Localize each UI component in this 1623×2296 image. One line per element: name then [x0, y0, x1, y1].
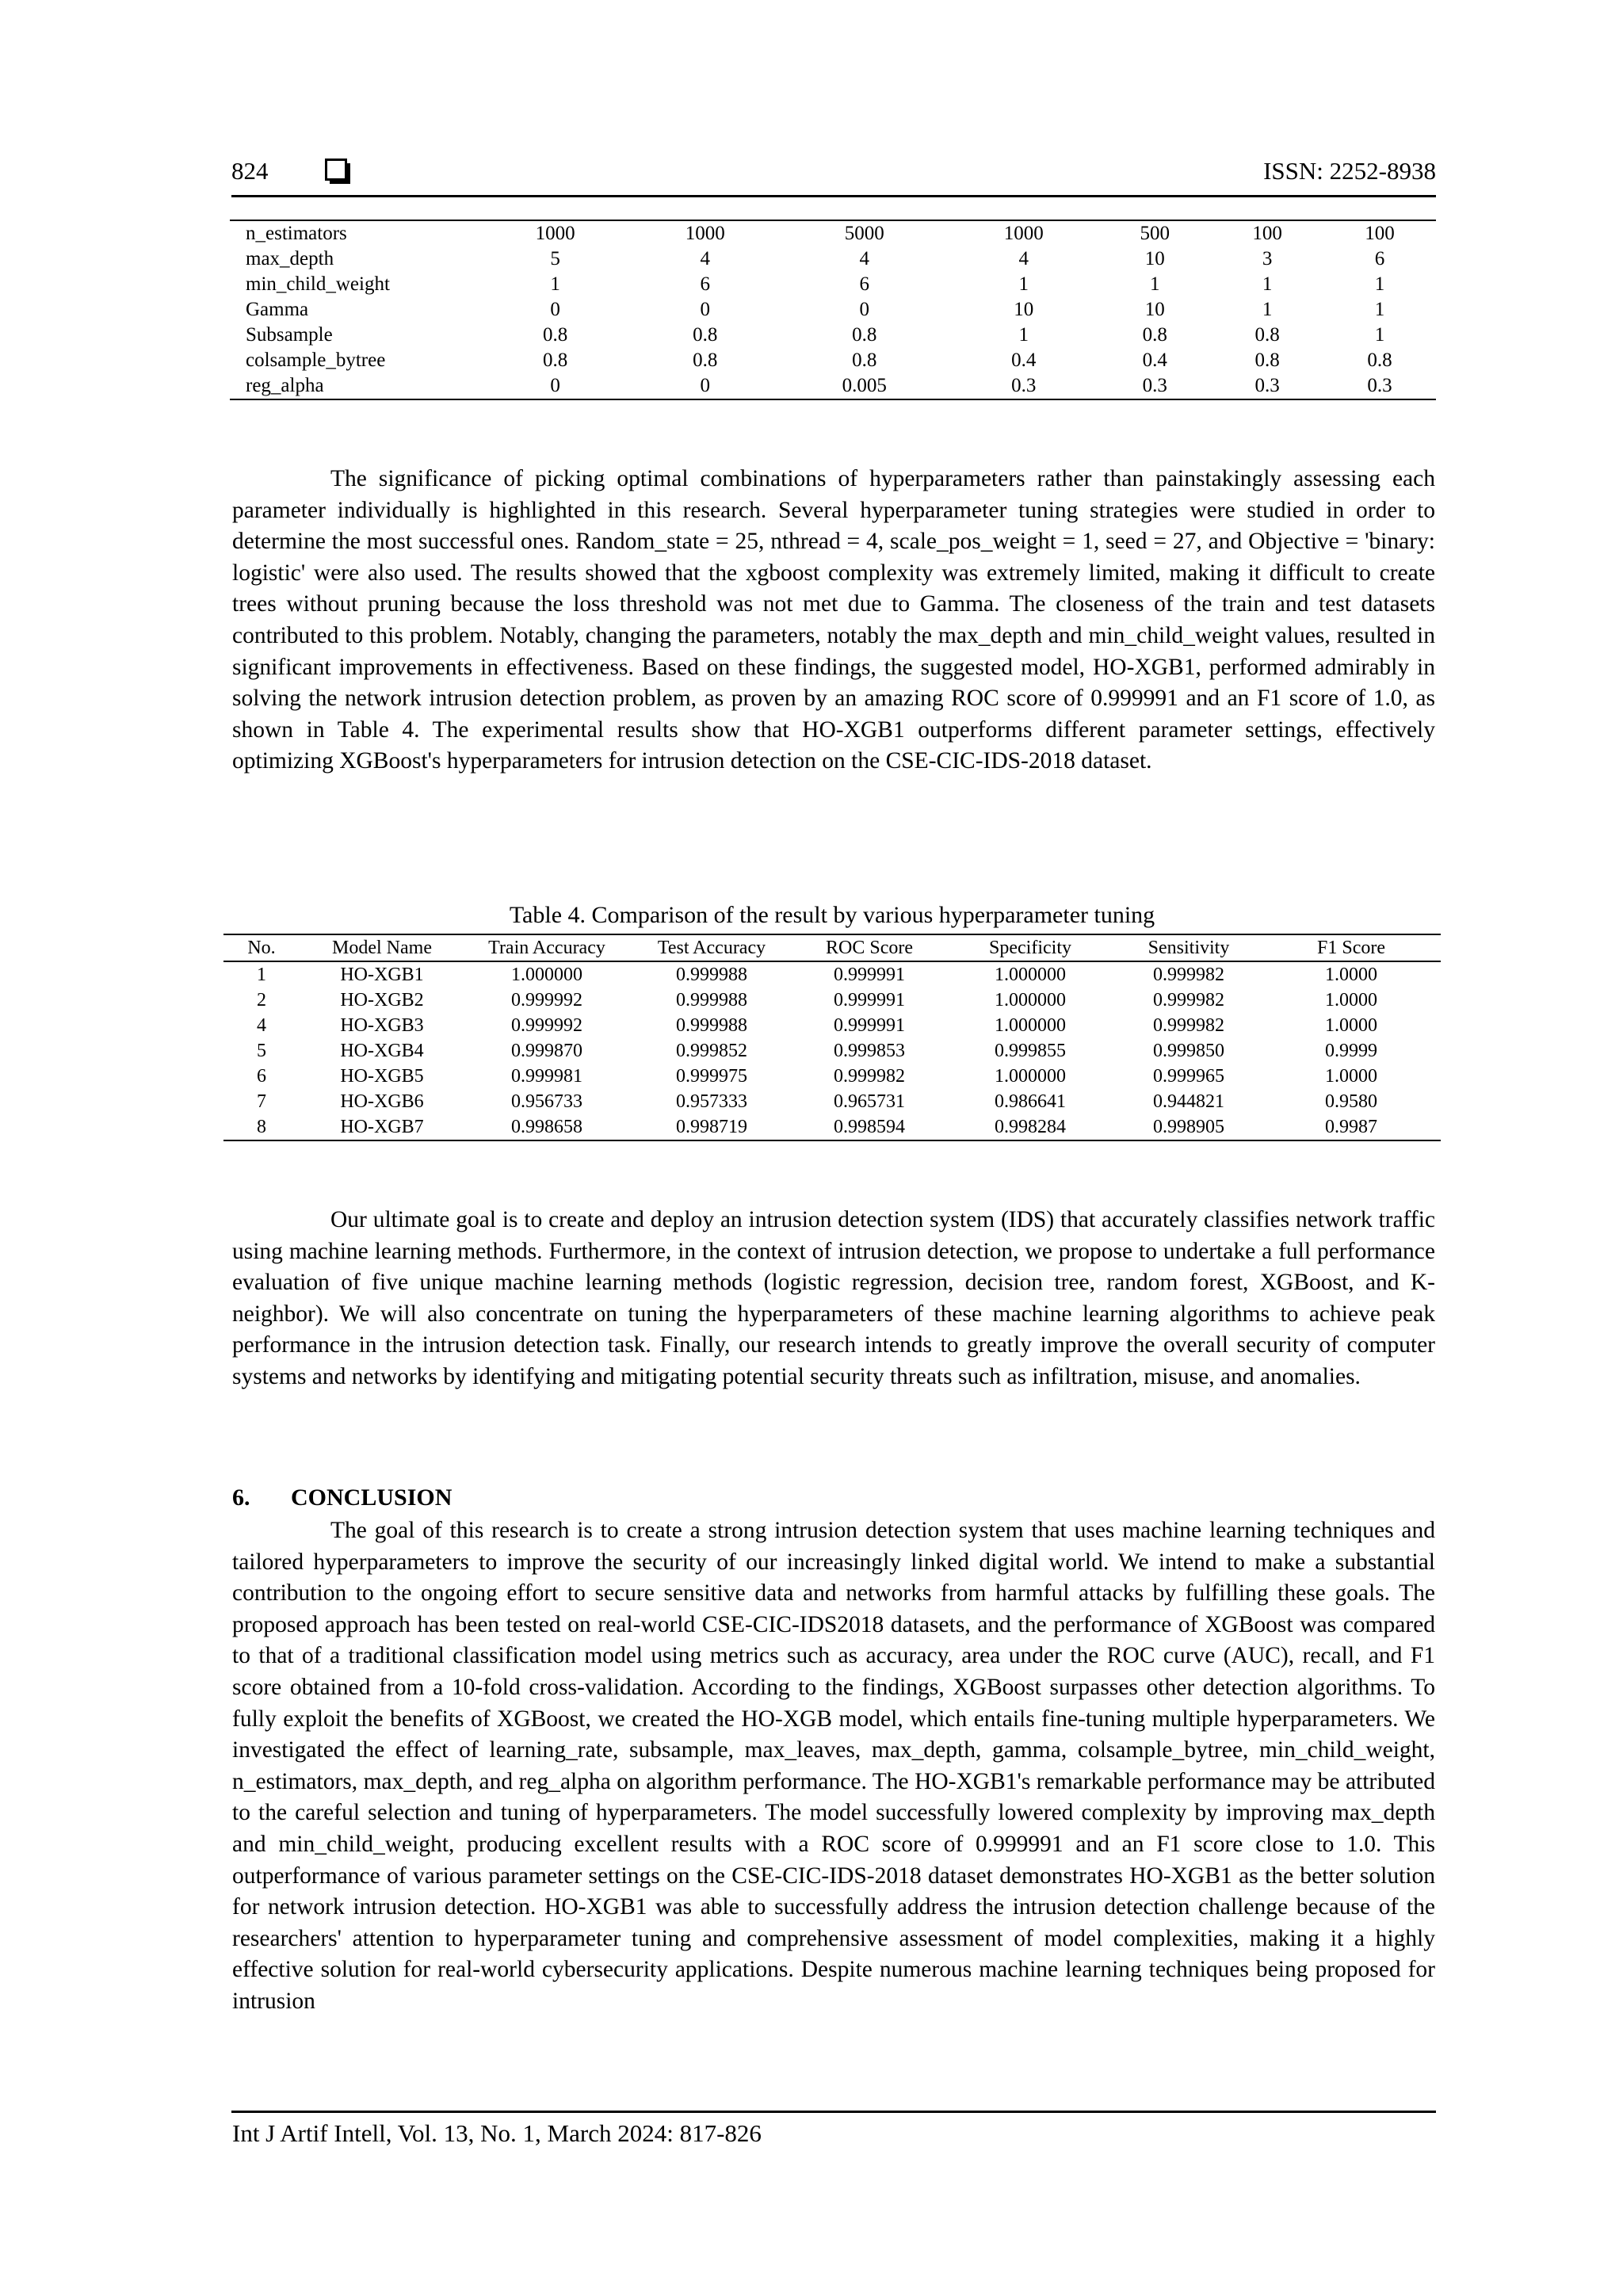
table-cell: 5000	[844, 223, 884, 244]
table-cell: 0.999870	[511, 1041, 582, 1061]
table-cell: 0.999982	[1153, 1015, 1224, 1036]
paragraph-text: Our ultimate goal is to create and deploy an intrusion detection system (IDS) that accurately classifies network traffic using machine learning methods. Furthermore, in the context of intrusion detection, we propose to undertake a full performance evaluation of five unique machine learning methods (logistic regression, decision tree, random forest, XGBoost, and K-neighbor). We will also concentrate on tuning the hyperparameters of these machine learning algorithms to achieve peak performance in the intrusion detection task. Finally, our research intends to greatly improve the overall security of computer systems and networks by identifying and mitigating potential security threats such as infiltration, misuse, and anomalies.	[232, 1207, 1435, 1389]
table-cell: 0.999988	[676, 965, 747, 985]
table-cell: 2	[257, 990, 266, 1010]
table-cell: 0.999992	[511, 1015, 582, 1036]
parameter-name: min_child_weight	[246, 273, 390, 295]
table-cell: 0.3	[1011, 375, 1037, 396]
page-number: 824	[231, 157, 269, 185]
table-cell: 1	[550, 273, 560, 295]
footer-citation: Int J Artif Intell, Vol. 13, No. 1, March 2024: 817-826	[232, 2119, 762, 2147]
table-cell: 0.005	[842, 375, 887, 396]
table-cell: 0	[700, 299, 710, 320]
parameter-name: Subsample	[246, 324, 333, 346]
table-row	[223, 1064, 1441, 1089]
table-cell: HO-XGB5	[340, 1066, 424, 1087]
column-header: Sensitivity	[1116, 934, 1262, 961]
table-row	[223, 961, 1441, 988]
table-cell: 0.999991	[834, 965, 905, 985]
column-header: No.	[223, 934, 300, 961]
table-cell: 1.000000	[995, 1015, 1066, 1036]
table-row	[230, 246, 1436, 272]
table-cell: 0.999975	[676, 1066, 747, 1087]
table-cell: 0.965731	[834, 1091, 905, 1112]
table-cell: 0.8	[852, 324, 877, 346]
table-cell: 0.956733	[511, 1091, 582, 1112]
table-cell: 1.0000	[1325, 1066, 1377, 1087]
table-cell: 0	[550, 299, 560, 320]
parameter-name: n_estimators	[246, 223, 347, 244]
table-cell: 6	[257, 1066, 266, 1087]
table-row	[223, 988, 1441, 1013]
column-header: Train Accuracy	[464, 934, 629, 961]
table-cell: 1000	[1003, 223, 1044, 244]
table-cell: HO-XGB4	[340, 1041, 424, 1061]
table-cell: 0.999850	[1153, 1041, 1224, 1061]
table-cell: 1.0000	[1325, 990, 1377, 1010]
hyperparameter-table	[230, 220, 1436, 400]
table-cell: 0.999988	[676, 990, 747, 1010]
table-cell: 10	[1144, 248, 1165, 269]
table-cell: 10	[1014, 299, 1034, 320]
paragraph-text: The significance of picking optimal combinations of hyperparameters rather than painstakingly assessing each parameter individually is highlighted in this research. Several hyperparameter tuning strategies were studied in order to determine the most successful ones. Random_state = 25, nthread = 4, scale_pos_weight = 1, seed = 27, and Objective = 'binary: logistic' were also used. The results showed that the xgboost complexity was extremely limited, making it difficult to create trees without pruning because the loss threshold was not met due to Gamma. The closeness of the train and test datasets contributed to this problem. Notably, changing the parameters, notably the max_depth and min_child_weight values, resulted in significant improvements in effectiveness. Based on these findings, the suggested model, HO-XGB1, performed admirably in solving the network intrusion detection problem, as proven by an amazing ROC score of 0.999991 and an F1 score of 1.0, as shown in Table 4. The experimental results show that HO-XGB1 outperforms different parameter settings, effectively optimizing XGBoost's hyperparameters for intrusion detection on the CSE-CIC-IDS-2018 dataset.	[232, 466, 1435, 774]
table-cell: 1.0000	[1325, 965, 1377, 985]
table-cell: 8	[223, 1114, 300, 1140]
table-cell: 100	[1365, 223, 1395, 244]
table-cell: 0.8	[1254, 350, 1280, 371]
table-cell: 4	[257, 1015, 266, 1036]
column-header: ROC Score	[794, 934, 945, 961]
table-cell: 1	[1018, 324, 1029, 346]
table-row	[223, 1013, 1441, 1038]
table-cell: 0.998284	[945, 1114, 1116, 1140]
table-cell: 0.999853	[834, 1041, 905, 1061]
table-cell: 4	[700, 248, 710, 269]
table-row	[230, 297, 1436, 323]
table-cell: 6	[859, 273, 869, 295]
table-cell: HO-XGB2	[340, 990, 424, 1010]
table-cell: 0.999965	[1153, 1066, 1224, 1087]
table-cell: 0.4	[1011, 350, 1037, 371]
results-table	[223, 934, 1441, 1141]
table-cell: 0.8	[693, 350, 718, 371]
table-cell: 0.999981	[511, 1066, 582, 1087]
paragraph-conclusion	[232, 1515, 1435, 2018]
table-cell: 6	[700, 273, 710, 295]
table-cell: 6	[1374, 248, 1385, 269]
table-cell: 4	[859, 248, 869, 269]
table-cell: 0.8	[1367, 350, 1392, 371]
table-cell: 0.8	[542, 350, 568, 371]
table-row	[223, 1089, 1441, 1114]
table-cell: 500	[1140, 223, 1170, 244]
table-cell: 0.3	[1254, 375, 1280, 396]
table-cell: 10	[1144, 299, 1165, 320]
column-header: F1 Score	[1262, 934, 1441, 961]
table-cell: 0.999852	[676, 1041, 747, 1061]
table-cell: 0.999991	[834, 1015, 905, 1036]
table-cell: 0	[700, 375, 710, 396]
table-cell: 1000	[535, 223, 575, 244]
table-cell: 0.998658	[464, 1114, 629, 1140]
box-icon	[325, 159, 347, 181]
parameter-name: colsample_bytree	[246, 350, 386, 371]
table-row	[230, 373, 1436, 399]
table-cell: 0.999982	[1153, 965, 1224, 985]
table-cell: 0.8	[852, 350, 877, 371]
table-cell: 1	[1150, 273, 1160, 295]
table-cell: 0.9987	[1262, 1114, 1441, 1140]
table-cell: HO-XGB1	[340, 965, 424, 985]
column-header: Specificity	[945, 934, 1116, 961]
table-cell: 1.0000	[1325, 1015, 1377, 1036]
table-cell: 0.8	[1142, 324, 1167, 346]
paragraph-ultimate-goal	[232, 1205, 1435, 1393]
table-cell: 1	[1262, 299, 1273, 320]
section-heading	[232, 1484, 452, 1511]
table-cell: 1.000000	[995, 1066, 1066, 1087]
table-cell: 1.000000	[511, 965, 582, 985]
table-cell: 1000	[685, 223, 725, 244]
footer-divider	[231, 2111, 1436, 2113]
table-cell: 5	[550, 248, 560, 269]
table-row	[230, 348, 1436, 373]
parameter-name: max_depth	[246, 248, 334, 269]
parameter-name: reg_alpha	[246, 375, 324, 396]
table-cell: 0	[550, 375, 560, 396]
table-row	[230, 220, 1436, 246]
table-cell: 0.957333	[676, 1091, 747, 1112]
table-cell: 0.8	[1254, 324, 1280, 346]
column-header: Test Accuracy	[629, 934, 794, 961]
table-cell: 1	[257, 965, 266, 985]
section-number: 6.	[232, 1484, 250, 1511]
table-cell: 0.998905	[1116, 1114, 1262, 1140]
table-cell: 0.999855	[995, 1041, 1066, 1061]
paragraph-text: The goal of this research is to create a strong intrusion detection system that uses machine learning techniques and tailored hyperparameters to improve the security of our increasingly linked digital world. We intend to make a substantial contribution to the ongoing effort to secure sensitive data and networks from harmful attacks by fulfilling these goals. The proposed approach has been tested on real-world CSE-CIC-IDS2018 datasets, and the performance of XGBoost was compared to that of a traditional classification model using metrics such as accuracy, area under the ROC curve (AUC), recall, and F1 score obtained from a 10-fold cross-validation. According to the findings, XGBoost surpasses other detection algorithms. To fully exploit the benefits of XGBoost, we created the HO-XGB model, which entails fine-tuning multiple hyperparameters. We investigated the effect of learning_rate, subsample, max_leaves, max_depth, gamma, colsample_bytree, min_child_weight, n_estimators, max_depth, and reg_alpha on algorithm performance. The HO-XGB1's remarkable performance may be attributed to the careful selection and tuning of hyperparameters. The model successfully lowered complexity by improving max_depth and min_child_weight, producing excellent results with a ROC score of 0.999991 and an F1 score close to 1.0. This outperformance of various parameter settings on the CSE-CIC-IDS-2018 dataset demonstrates HO-XGB1 as the better solution for network intrusion detection. HO-XGB1 was able to successfully address the intrusion detection challenge because of the researchers' attention to hyperparameter tuning and comprehensive assessment of model complexities, making it a highly effective solution for real-world cybersecurity applications. Despite numerous machine learning techniques being proposed for intrusion	[232, 1518, 1435, 2014]
table-cell: 0.999991	[834, 990, 905, 1010]
table-cell: 0.9999	[1325, 1041, 1377, 1061]
table-cell: 1	[1374, 273, 1385, 295]
table-cell: 0.9580	[1325, 1091, 1377, 1112]
table-row	[230, 272, 1436, 297]
table-cell: 0.944821	[1153, 1091, 1224, 1112]
table-cell: HO-XGB7	[300, 1114, 464, 1140]
table-cell: HO-XGB3	[340, 1015, 424, 1036]
table-cell: 5	[257, 1041, 266, 1061]
table-cell: 0.8	[693, 324, 718, 346]
table-row	[230, 323, 1436, 348]
table-cell: 1	[1374, 324, 1385, 346]
table-cell: 0.998719	[629, 1114, 794, 1140]
table-row	[223, 1114, 1441, 1140]
column-header: Model Name	[300, 934, 464, 961]
table-cell: 0.998594	[794, 1114, 945, 1140]
page-header	[231, 152, 1436, 197]
table-cell: 0.999982	[834, 1066, 905, 1087]
parameter-name: Gamma	[246, 299, 309, 320]
table-cell: 0.999992	[511, 990, 582, 1010]
table-header-row	[223, 934, 1441, 961]
paragraph-hyperparameter-tuning	[232, 464, 1435, 777]
table-cell: 3	[1262, 248, 1273, 269]
section-title: CONCLUSION	[291, 1484, 453, 1511]
table-caption: Table 4. Comparison of the result by various hyperparameter tuning	[509, 902, 1155, 928]
table-cell: 0.986641	[995, 1091, 1066, 1112]
table-cell: 0.999982	[1153, 990, 1224, 1010]
table-cell: 0.4	[1142, 350, 1167, 371]
table-cell: 1	[1018, 273, 1029, 295]
table-cell: 0.3	[1142, 375, 1167, 396]
table-cell: 0.3	[1367, 375, 1392, 396]
issn-label: ISSN: 2252-8938	[1263, 157, 1436, 185]
table-cell: 1.000000	[995, 965, 1066, 985]
table-cell: 0	[859, 299, 869, 320]
table-cell: 100	[1252, 223, 1282, 244]
table-cell: 7	[257, 1091, 266, 1112]
table-row	[223, 1038, 1441, 1064]
table-cell: 1	[1374, 299, 1385, 320]
table-cell: 0.8	[542, 324, 568, 346]
table-cell: HO-XGB6	[340, 1091, 424, 1112]
table-cell: 4	[1018, 248, 1029, 269]
table-cell: 1.000000	[995, 990, 1066, 1010]
table-cell: 0.999988	[676, 1015, 747, 1036]
table-cell: 1	[1262, 273, 1273, 295]
